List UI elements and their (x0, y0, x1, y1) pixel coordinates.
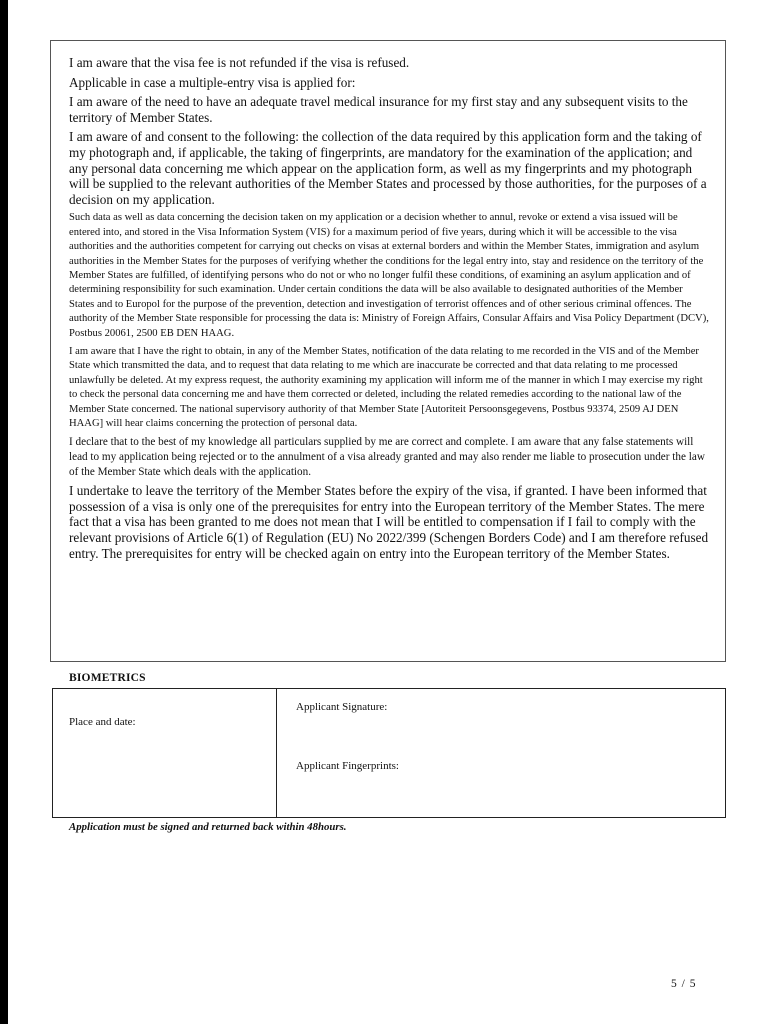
biometrics-table (52, 688, 726, 818)
declaration-correct-complete: I declare that to the best of my knowledge all particulars supplied by me are correct and complete. I am aware that any false statements will lead to my application being rejected or to the annulment of a visa already granted and may also render me liable to prosecution under the law of the Member State which deals with the application. (69, 436, 705, 478)
declarations-box (50, 40, 726, 662)
declaration-travel-insurance: I am aware of the need to have an adequate travel medical insurance for my first stay and any subsequent visits to the territory of Member States. (69, 94, 688, 125)
page-number: 5 / 5 (671, 978, 697, 990)
fingerprints-label: Applicant Fingerprints: (296, 760, 399, 772)
biometrics-title: BIOMETRICS (69, 672, 146, 684)
declaration-fee: I am aware that the visa fee is not refunded if the visa is refused. (69, 55, 410, 70)
fingerprints-field[interactable] (277, 753, 725, 817)
scan-edge-bar (0, 0, 8, 1024)
place-date-cell[interactable] (53, 689, 277, 817)
declaration-leave-territory: I undertake to leave the territory of the Member States before the expiry of the visa, if granted. I have been informed that possession of a visa is only one of the prerequisites for entry into the European territory of the Member States. The mere fact that a visa has been granted to me does not mean that I will be entitled to compensation if I fail to comply with the relevant provisions of Article 6(1) of Regulation (EU) No 2022/399 (Schengen Borders Code) and I am therefore refused entry. The prerequisites for entry will be checked again on entry into the European territory of the Member States. (69, 483, 709, 561)
declaration-right-to-obtain: I am aware that I have the right to obtain, in any of the Member States, notification of the data relating to me recorded in the VIS and of the Member State which transmitted the data, and to request that data relating to me which are inaccurate be corrected and that data relating to me processed unlawfully be deleted. At my express request, the authority examining my application will inform me of the manner in which I may exercise my right to check the personal data concerning me and have them corrected or deleted, including the related remedies according to the national law of the Member State concerned. The national supervisory authority of that Member State [Autoriteit Persoonsgegevens, Postbus 93374, 2509 AJ DEN HAAG] will hear claims concerning the protection of personal data. (69, 346, 703, 430)
signature-field[interactable] (277, 689, 725, 749)
signature-fingerprints-cell (277, 689, 725, 817)
signature-label: Applicant Signature: (296, 701, 388, 713)
declaration-multiple-entry-heading: Applicable in case a multiple-entry visa is applied for: (69, 74, 356, 90)
declaration-data-consent: I am aware of and consent to the following: the collection of the data required by this application form and the taking of my photograph and, if applicable, the taking of fingerprints, are mandatory for the examination of the application; and any personal data concerning me which appear on the application form, as well as my fingerprints and my photograph will be supplied to the relevant authorities of the Member States and processed by those authorities, for the purposes of a decision on my application. (69, 129, 707, 207)
return-deadline-note: Application must be signed and returned back within 48hours. (69, 821, 347, 833)
place-date-label: Place and date: (69, 716, 136, 728)
declaration-vis-storage: Such data as well as data concerning the decision taken on my application or a decision whether to annul, revoke or extend a visa issued will be entered into, and stored in the Visa Information System (VIS) for a maximum period of five years, during which it will be accessible to the visa authorities and the authorities competent for carrying out checks on visas at external borders and within the Member States, immigration and asylum authorities in the Member States for the purposes of verifying whether the conditions for the legal entry into, stay and residence on the territory of the Member States are fulfilled, of identifying persons who do not or who no longer fulfil these conditions, of examining an asylum application and of determining responsibility for such examination. Under certain conditions the data will be also available to designated authorities of the Member States and to Europol for the purpose of the prevention, detection and investigation of terrorist offences and of other serious criminal offences. The authority of the Member State responsible for processing the data is: Ministry of Foreign Affairs, Consular Affairs and Visa Policy Department (DCV), Postbus 20061, 2500 EB DEN HAAG. (69, 212, 709, 339)
